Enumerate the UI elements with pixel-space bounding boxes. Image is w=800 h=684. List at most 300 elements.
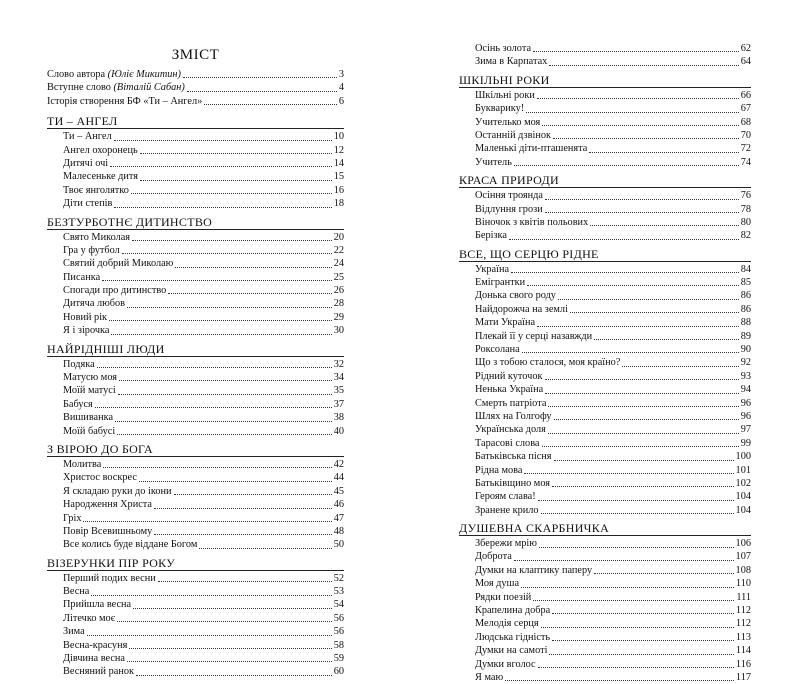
left-toc-column [47, 44, 344, 679]
toc-entry-title: Берізка [475, 230, 507, 242]
dot-leader [590, 225, 738, 226]
toc-entry [47, 612, 344, 625]
toc-entry-title: Осінь золота [475, 42, 532, 54]
dot-leader [554, 419, 739, 420]
toc-section [459, 169, 751, 243]
toc-intro-list [47, 68, 344, 108]
toc-entry-page: 38 [333, 412, 344, 424]
dot-leader [204, 104, 337, 105]
toc-entry [47, 297, 344, 310]
dot-leader [115, 421, 332, 422]
toc-entry-page: 58 [333, 639, 344, 651]
dot-leader [168, 293, 331, 294]
toc-entry-page: 88 [740, 317, 751, 329]
toc-entry [459, 397, 751, 410]
toc-entry [459, 330, 751, 343]
toc-entry-page: 74 [740, 156, 751, 168]
toc-entry [459, 129, 751, 142]
toc-entry-page: 54 [333, 599, 344, 611]
dot-leader [594, 339, 739, 340]
toc-entry-page: 117 [735, 672, 751, 683]
dot-leader [132, 240, 332, 241]
dot-leader [119, 380, 332, 381]
toc-entry [459, 423, 751, 436]
dot-leader [158, 581, 332, 582]
left-sections [47, 110, 344, 679]
dot-leader [131, 193, 332, 194]
toc-entry [47, 398, 344, 411]
dot-leader [622, 366, 738, 367]
toc-entry-author: (Віталій Сабан) [113, 82, 185, 94]
toc-entry-title: Що з тобою сталося, моя країно? [475, 357, 621, 369]
toc-entry [47, 144, 344, 157]
toc-entry [459, 370, 751, 383]
dot-leader [118, 394, 332, 395]
toc-entry-page: 110 [735, 578, 751, 590]
dot-leader [505, 680, 734, 681]
dot-leader [102, 280, 332, 281]
toc-entry [47, 585, 344, 598]
toc-entry [47, 538, 344, 551]
toc-entry [459, 356, 751, 369]
dot-leader [541, 513, 734, 514]
dot-leader [95, 407, 332, 408]
toc-entry-page: 26 [333, 285, 344, 297]
dot-leader [570, 312, 739, 313]
toc-entry-page: 99 [740, 437, 751, 449]
toc-entry [459, 89, 751, 102]
dot-leader [117, 434, 331, 435]
section-entries [47, 128, 344, 210]
dot-leader [514, 560, 734, 561]
toc-entry-page: 90 [740, 344, 751, 356]
toc-entry-title: Весна [63, 586, 90, 598]
toc-entry [459, 591, 751, 604]
toc-entry-title: Ненька Україна [475, 384, 544, 396]
toc-entry-page: 93 [740, 370, 751, 382]
toc-entry-title: Дівчина весна [63, 653, 125, 665]
dot-leader [553, 138, 739, 139]
toc-entry-page: 86 [740, 290, 751, 302]
toc-entry [47, 371, 344, 384]
toc-entry-page: 12 [333, 144, 344, 156]
dot-leader [538, 500, 734, 501]
dot-leader [537, 98, 739, 99]
toc-entry [47, 170, 344, 183]
toc-entry-page: 101 [735, 464, 751, 476]
toc-entry-page: 96 [740, 410, 751, 422]
toc-entry-page: 30 [333, 325, 344, 337]
dot-leader [114, 140, 332, 141]
toc-entry [47, 458, 344, 471]
toc-entry [459, 577, 751, 590]
toc-entry [47, 244, 344, 257]
toc-entry-page: 4 [338, 82, 344, 94]
dot-leader [545, 199, 739, 200]
toc-entry [459, 276, 751, 289]
dot-leader [83, 521, 331, 522]
toc-entry-title: Учитель [475, 156, 512, 168]
toc-entry-page: 67 [740, 103, 751, 115]
dot-leader [521, 587, 734, 588]
toc-title: ЗМІСТ [171, 47, 220, 63]
toc-entry [459, 604, 751, 617]
toc-entry-title: Роксолана [475, 344, 520, 356]
section-heading: НАЙРІДНІШІ ЛЮДИ [47, 341, 165, 356]
toc-entry [459, 303, 751, 316]
toc-entry-title: Моїй бабусі [63, 425, 116, 437]
toc-entry-page: 48 [333, 525, 344, 537]
dot-leader [175, 267, 331, 268]
toc-entry [459, 156, 751, 169]
toc-entry-page: 45 [333, 485, 344, 497]
dot-leader [549, 65, 738, 66]
dot-leader [174, 494, 332, 495]
toc-entry-title: Моїй матусі [63, 385, 116, 397]
toc-entry-page: 86 [740, 303, 751, 315]
toc-entry-title: Писанка [63, 271, 101, 283]
toc-entry [459, 410, 751, 423]
right-toc-column [459, 42, 751, 684]
dot-leader [129, 648, 331, 649]
toc-entry [47, 311, 344, 324]
dot-leader [199, 548, 331, 549]
dot-leader [548, 406, 738, 407]
toc-entry-page: 89 [740, 330, 751, 342]
toc-entry [459, 203, 751, 216]
toc-entry-page: 18 [333, 198, 344, 210]
section-entries [47, 229, 344, 338]
toc-section [459, 243, 751, 517]
toc-entry [459, 644, 751, 657]
toc-section [459, 69, 751, 169]
dot-leader [542, 446, 739, 447]
dot-leader [545, 212, 739, 213]
toc-entry-title: Свято Миколая [63, 231, 131, 243]
toc-entry-title-text: Історія створення БФ «Ти – Ангел» [47, 95, 203, 107]
section-heading: З ВІРОЮ ДО БОГА [47, 441, 153, 456]
toc-entry-title: Зима [63, 626, 85, 638]
toc-entry-page: 52 [333, 572, 344, 584]
toc-entry [47, 197, 344, 210]
dot-leader [594, 573, 733, 574]
toc-entry-title: Думки вголос [475, 658, 536, 670]
toc-entry [459, 464, 751, 477]
toc-entry-title: Маленькі діти-пташенята [475, 143, 588, 155]
toc-entry-page: 102 [735, 477, 751, 489]
toc-entry-page: 10 [333, 131, 344, 143]
dot-leader [127, 307, 332, 308]
toc-entry [459, 504, 751, 517]
toc-entry-title: Рядки поезій [475, 591, 532, 603]
dot-leader [545, 393, 738, 394]
dot-leader [539, 547, 734, 548]
toc-entry-title: Весняний ранок [63, 666, 134, 678]
dot-leader [97, 367, 332, 368]
toc-entry-title-text: Слово автора [47, 68, 108, 80]
toc-entry-title: Батьківщино моя [475, 477, 551, 489]
toc-entry-page: 76 [740, 190, 751, 202]
toc-entry-page: 56 [333, 612, 344, 624]
dot-leader [91, 595, 331, 596]
dot-leader [109, 320, 332, 321]
toc-entry [47, 498, 344, 511]
toc-entry-page: 106 [735, 538, 751, 550]
toc-entry-page: 66 [740, 89, 751, 101]
toc-entry-page: 40 [333, 425, 344, 437]
toc-continued-list [459, 42, 751, 69]
toc-entry-title: Героям слава! [475, 491, 536, 503]
toc-section [47, 438, 344, 552]
toc-entry [459, 551, 751, 564]
section-heading: КРАСА ПРИРОДИ [459, 173, 559, 188]
dot-leader [548, 433, 739, 434]
toc-entry [47, 572, 344, 585]
toc-entry-title: Людська гідність [475, 631, 551, 643]
dot-leader [545, 379, 739, 380]
right-sections [459, 69, 751, 684]
toc-entry-title: Зранене крило [475, 504, 539, 516]
section-entries [47, 456, 344, 552]
toc-entry [47, 525, 344, 538]
toc-entry-title: Останній дзвінок [475, 129, 551, 141]
toc-entry-page: 96 [740, 397, 751, 409]
toc-entry [459, 263, 751, 276]
section-entries [459, 187, 751, 243]
toc-entry-title: Відлуння грози [475, 203, 543, 215]
toc-entry [459, 658, 751, 671]
toc-section [459, 517, 751, 684]
dot-leader [111, 334, 331, 335]
toc-entry-title: Весна-красуня [63, 639, 128, 651]
section-entries [459, 535, 751, 684]
toc-entry-title-text: Вступне слово [47, 82, 114, 94]
toc-entry-title: Найдорожча на землі [475, 303, 568, 315]
toc-section [47, 338, 344, 438]
section-entries [47, 570, 344, 679]
dot-leader [541, 627, 734, 628]
toc-entry-title: Рідний куточок [475, 370, 543, 382]
dot-leader [522, 352, 739, 353]
toc-entry-page: 80 [740, 216, 751, 228]
toc-entry-page: 112 [735, 618, 751, 630]
section-entries [47, 356, 344, 438]
toc-entry-page: 104 [735, 504, 751, 516]
toc-entry [47, 184, 344, 197]
toc-entry-title: Новий рік [63, 311, 108, 323]
dot-leader [140, 180, 332, 181]
dot-leader [154, 508, 332, 509]
toc-entry [47, 81, 344, 94]
toc-entry-page: 70 [740, 129, 751, 141]
toc-entry-title: Моя душа [475, 578, 520, 590]
toc-entry-page: 46 [333, 499, 344, 511]
toc-entry-title: Дитячі очі [63, 157, 109, 169]
section-heading: ТИ – АНГЕЛ [47, 114, 118, 129]
toc-entry-title: Україна [475, 263, 510, 275]
toc-entry-page: 22 [333, 244, 344, 256]
toc-entry [47, 652, 344, 665]
section-heading: ШКІЛЬНІ РОКИ [459, 72, 550, 87]
toc-entry-title: Твоє янголятко [63, 184, 129, 196]
toc-entry-title: Христос воскрес [63, 472, 137, 484]
toc-entry-title: Вишиванка [63, 412, 114, 424]
toc-entry [459, 55, 751, 68]
toc-entry-title: Матусю моя [63, 372, 118, 384]
toc-entry-title [47, 68, 181, 81]
toc-entry-page: 14 [333, 157, 344, 169]
toc-entry [47, 599, 344, 612]
toc-entry-title: Спогади про дитинство [63, 285, 167, 297]
toc-entry [47, 231, 344, 244]
section-entries [459, 87, 751, 169]
dot-leader [127, 661, 332, 662]
toc-entry-page: 107 [735, 551, 751, 563]
toc-entry [459, 102, 751, 115]
toc-entry [47, 512, 344, 525]
toc-entry [459, 490, 751, 503]
toc-entry-title: Шлях на Голгофу [475, 410, 552, 422]
toc-entry-page: 59 [333, 653, 344, 665]
toc-entry-page: 97 [740, 424, 751, 436]
toc-entry [47, 639, 344, 652]
dot-leader [183, 77, 337, 78]
dot-leader [133, 608, 332, 609]
toc-entry [47, 384, 344, 397]
toc-entry-title: Святий добрий Миколаю [63, 258, 174, 270]
toc-entry [47, 358, 344, 371]
toc-entry-title: Учителько моя [475, 116, 541, 128]
toc-entry [47, 257, 344, 270]
toc-entry [47, 284, 344, 297]
section-heading: БЕЗТУРБОТНЄ ДИТИНСТВО [47, 214, 213, 229]
toc-entry-title: Донька свого роду [475, 290, 556, 302]
toc-entry-page: 50 [333, 539, 344, 551]
toc-entry [459, 383, 751, 396]
toc-entry [459, 289, 751, 302]
toc-entry-title: Віночок з квітів польових [475, 216, 589, 228]
dot-leader [538, 667, 734, 668]
toc-entry [459, 671, 751, 684]
toc-entry-page: 53 [333, 586, 344, 598]
toc-entry-title [47, 95, 202, 108]
toc-entry-title: Шкільні роки [475, 89, 535, 101]
dot-leader [511, 272, 739, 273]
toc-entry-title: Молитва [63, 458, 102, 470]
toc-entry-title: Діти степів [63, 198, 113, 210]
toc-entry-page: 92 [740, 357, 751, 369]
dot-leader [549, 654, 733, 655]
toc-entry-page: 35 [333, 385, 344, 397]
toc-entry-page: 60 [333, 666, 344, 678]
toc-entry-title: Плекай її у серці назавжди [475, 330, 593, 342]
toc-entry-title: Зима в Карпатах [475, 56, 548, 68]
toc-entry-title: Букварику! [475, 103, 525, 115]
dot-leader [122, 253, 332, 254]
dot-leader [542, 125, 738, 126]
toc-entry-title [47, 81, 185, 94]
toc-entry [459, 316, 751, 329]
toc-entry-page: 47 [333, 512, 344, 524]
toc-entry-page: 37 [333, 398, 344, 410]
left-page [0, 0, 400, 678]
toc-entry-page: 84 [740, 263, 751, 275]
toc-entry-title: Народження Христа [63, 499, 152, 511]
toc-entry [459, 617, 751, 630]
toc-entry-title: Малесеньке дитя [63, 171, 138, 183]
dot-leader [136, 675, 332, 676]
toc-entry-page: 25 [333, 271, 344, 283]
dot-leader [558, 299, 739, 300]
dot-leader [187, 91, 337, 92]
toc-entry-title: Доброта [475, 551, 512, 563]
dot-leader [139, 481, 332, 482]
dot-leader [552, 486, 734, 487]
toc-entry-page: 28 [333, 298, 344, 310]
toc-section [47, 110, 344, 210]
toc-entry-title: Літечко моє [63, 612, 116, 624]
dot-leader [117, 621, 332, 622]
toc-entry [459, 343, 751, 356]
toc-entry-title: Бабуся [63, 398, 93, 410]
dot-leader [509, 239, 739, 240]
toc-entry-page: 112 [735, 605, 751, 617]
dot-leader [514, 165, 739, 166]
section-heading: ВІЗЕРУНКИ ПІР РОКУ [47, 555, 176, 570]
toc-entry-page: 72 [740, 143, 751, 155]
toc-entry-title: Тарасові слова [475, 437, 540, 449]
toc-entry-page: 29 [333, 311, 344, 323]
toc-entry [47, 157, 344, 170]
toc-entry [459, 437, 751, 450]
dot-leader [110, 166, 332, 167]
toc-entry-title: Повір Всевишньому [63, 525, 153, 537]
toc-entry-page: 16 [333, 184, 344, 196]
toc-entry-title: Смерть патріота [475, 397, 547, 409]
dot-leader [87, 635, 332, 636]
toc-entry-title: Батьківська пісня [475, 451, 552, 463]
toc-entry-title: Гріх [63, 512, 82, 524]
toc-entry-page: 42 [333, 458, 344, 470]
toc-entry [47, 625, 344, 638]
toc-entry-author: (Юліє Микитин) [107, 68, 181, 80]
dot-leader [154, 534, 331, 535]
toc-entry [459, 477, 751, 490]
toc-entry-page: 64 [740, 56, 751, 68]
toc-entry-title: Крапелина добра [475, 605, 551, 617]
toc-entry-title: Прийшла весна [63, 599, 132, 611]
dot-leader [537, 326, 739, 327]
toc-entry [47, 665, 344, 678]
toc-entry-title: Думки на клаптику паперу [475, 564, 593, 576]
dot-leader [554, 460, 734, 461]
toc-entry-title: Думки на самоті [475, 645, 548, 657]
toc-entry [47, 95, 344, 108]
toc-entry-page: 24 [333, 258, 344, 270]
toc-entry-title: Мелодія серця [475, 618, 539, 630]
toc-entry [459, 142, 751, 155]
toc-entry-title: Ангел охоронець [63, 144, 138, 156]
section-heading: ДУШЕВНА СКАРБНИЧКА [459, 521, 610, 536]
toc-entry-page: 78 [740, 203, 751, 215]
toc-entry-page: 113 [735, 631, 751, 643]
toc-entry-title: Осіння троянда [475, 190, 543, 202]
toc-entry-title: Рідна мова [475, 464, 523, 476]
toc-entry [459, 537, 751, 550]
toc-entry-page: 6 [338, 95, 344, 107]
toc-entry [459, 450, 751, 463]
toc-entry-page: 82 [740, 230, 751, 242]
